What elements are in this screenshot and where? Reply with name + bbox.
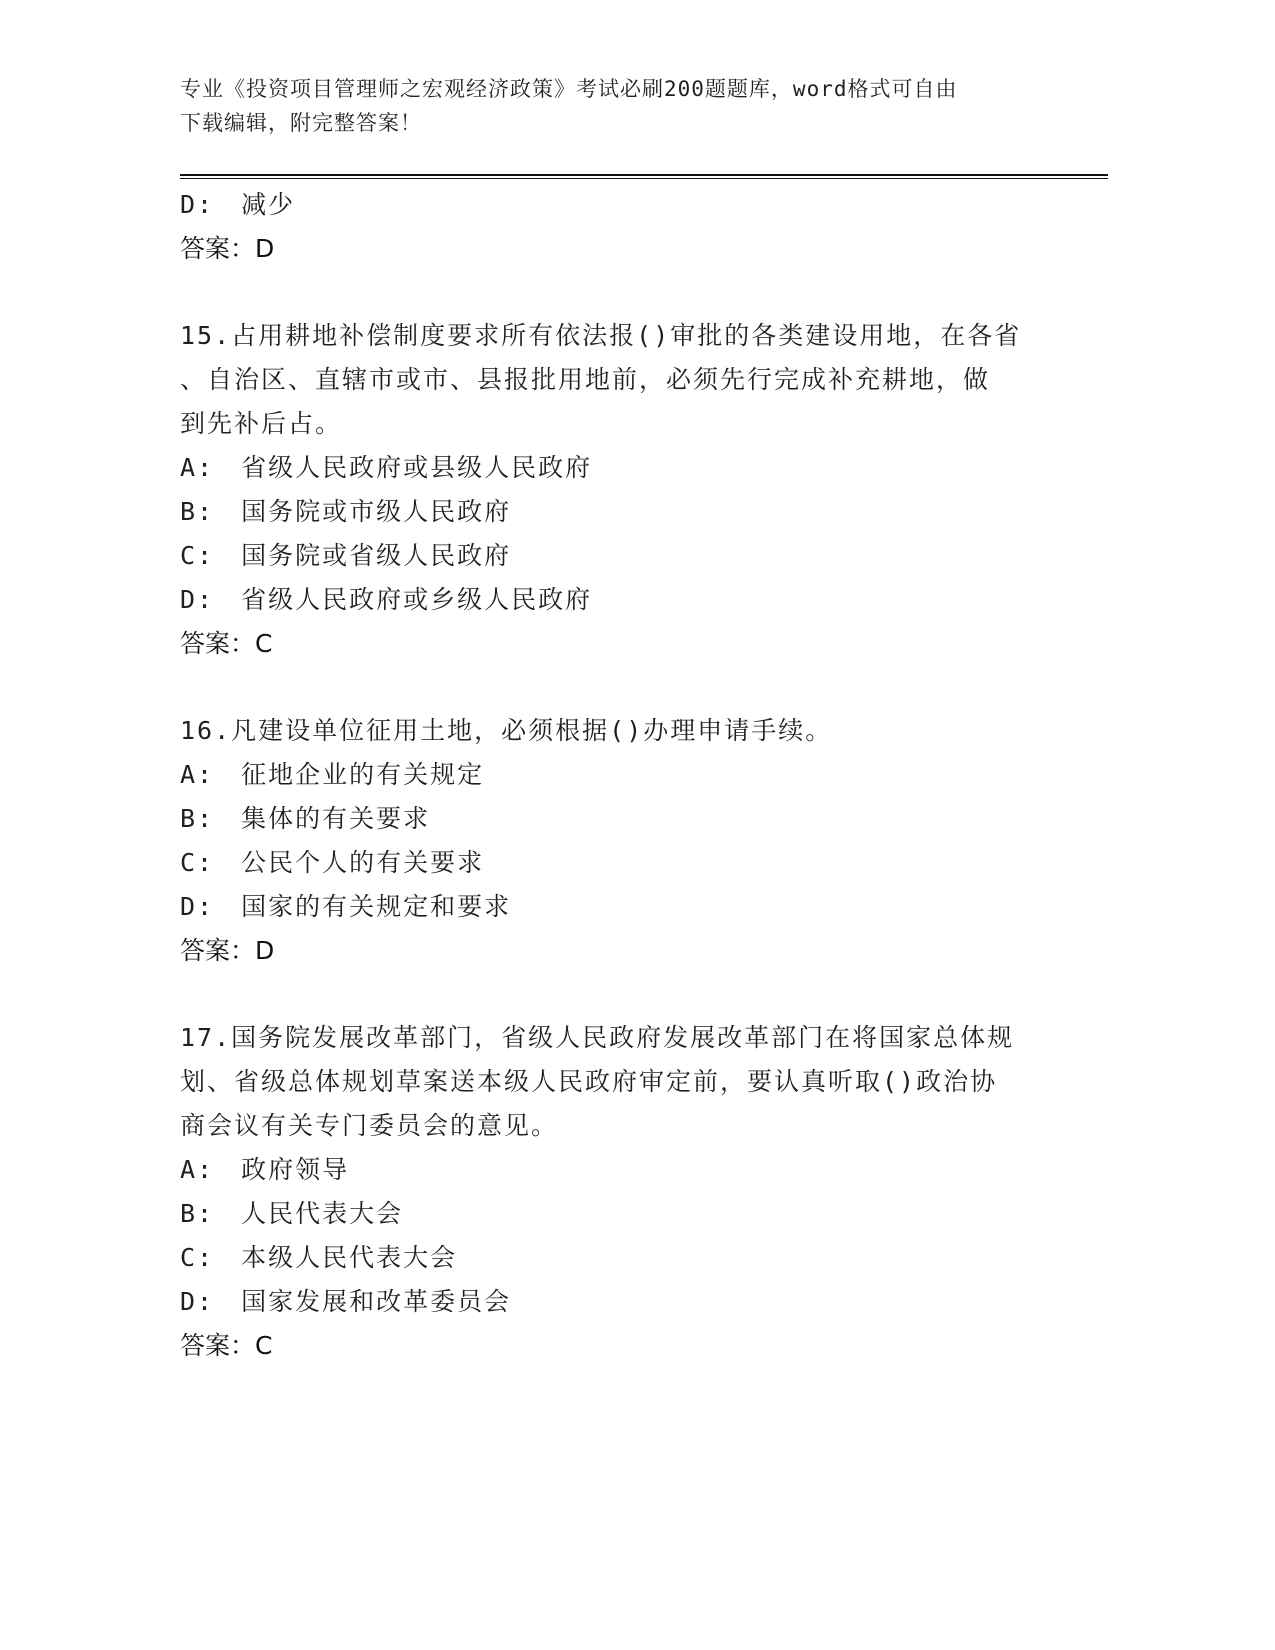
question-17 — [180, 1016, 1060, 1368]
option-a: A: 省级人民政府或县级人民政府 — [180, 453, 593, 482]
option-b: B: 国务院或市级人民政府 — [180, 497, 512, 526]
question-stem — [180, 1016, 1060, 1148]
stem-line: 划、省级总体规划草案送本级人民政府审定前，要认真听取()政治协 — [180, 1067, 998, 1096]
option-b: B: 人民代表大会 — [180, 1199, 404, 1228]
answer-line: 答案：C — [180, 629, 273, 658]
option-d: D: 国家发展和改革委员会 — [180, 1287, 512, 1316]
option-c: C: 公民个人的有关要求 — [180, 848, 485, 877]
answer-line: 答案：C — [180, 1331, 273, 1360]
document-header — [180, 72, 1060, 140]
question-list — [180, 183, 1060, 1368]
stem-line: 商会议有关专门委员会的意见。 — [180, 1111, 559, 1140]
option-d: D: 减少 — [180, 190, 296, 219]
question-stem — [180, 709, 1060, 753]
question-15 — [180, 314, 1060, 666]
option-c: C: 国务院或省级人民政府 — [180, 541, 512, 570]
option-a: A: 政府领导 — [180, 1155, 350, 1184]
stem-line: 16.凡建设单位征用土地，必须根据()办理申请手续。 — [180, 716, 833, 745]
question-16 — [180, 709, 1060, 973]
header-line-1: 专业《投资项目管理师之宏观经济政策》考试必刷200题题库，word格式可自由 — [180, 77, 958, 101]
stem-line: 17.国务院发展改革部门，省级人民政府发展改革部门在将国家总体规 — [180, 1023, 1015, 1052]
answer-line: 答案：D — [180, 936, 275, 965]
stem-line: 到先补后占。 — [180, 409, 343, 438]
option-d: D: 国家的有关规定和要求 — [180, 892, 512, 921]
header-divider-thick — [180, 174, 1108, 176]
option-a: A: 征地企业的有关规定 — [180, 760, 485, 789]
question-stem — [180, 314, 1060, 446]
prev-question-tail — [180, 183, 1060, 271]
option-d: D: 省级人民政府或乡级人民政府 — [180, 585, 593, 614]
stem-line: 15.占用耕地补偿制度要求所有依法报()审批的各类建设用地，在各省 — [180, 321, 1022, 350]
header-line-2: 下载编辑，附完整答案！ — [180, 111, 422, 135]
option-b: B: 集体的有关要求 — [180, 804, 431, 833]
option-c: C: 本级人民代表大会 — [180, 1243, 458, 1272]
header-divider-thin — [180, 178, 1108, 179]
stem-line: 、自治区、直辖市或市、县报批用地前，必须先行完成补充耕地，做 — [180, 365, 991, 394]
answer-line: 答案：D — [180, 234, 275, 263]
